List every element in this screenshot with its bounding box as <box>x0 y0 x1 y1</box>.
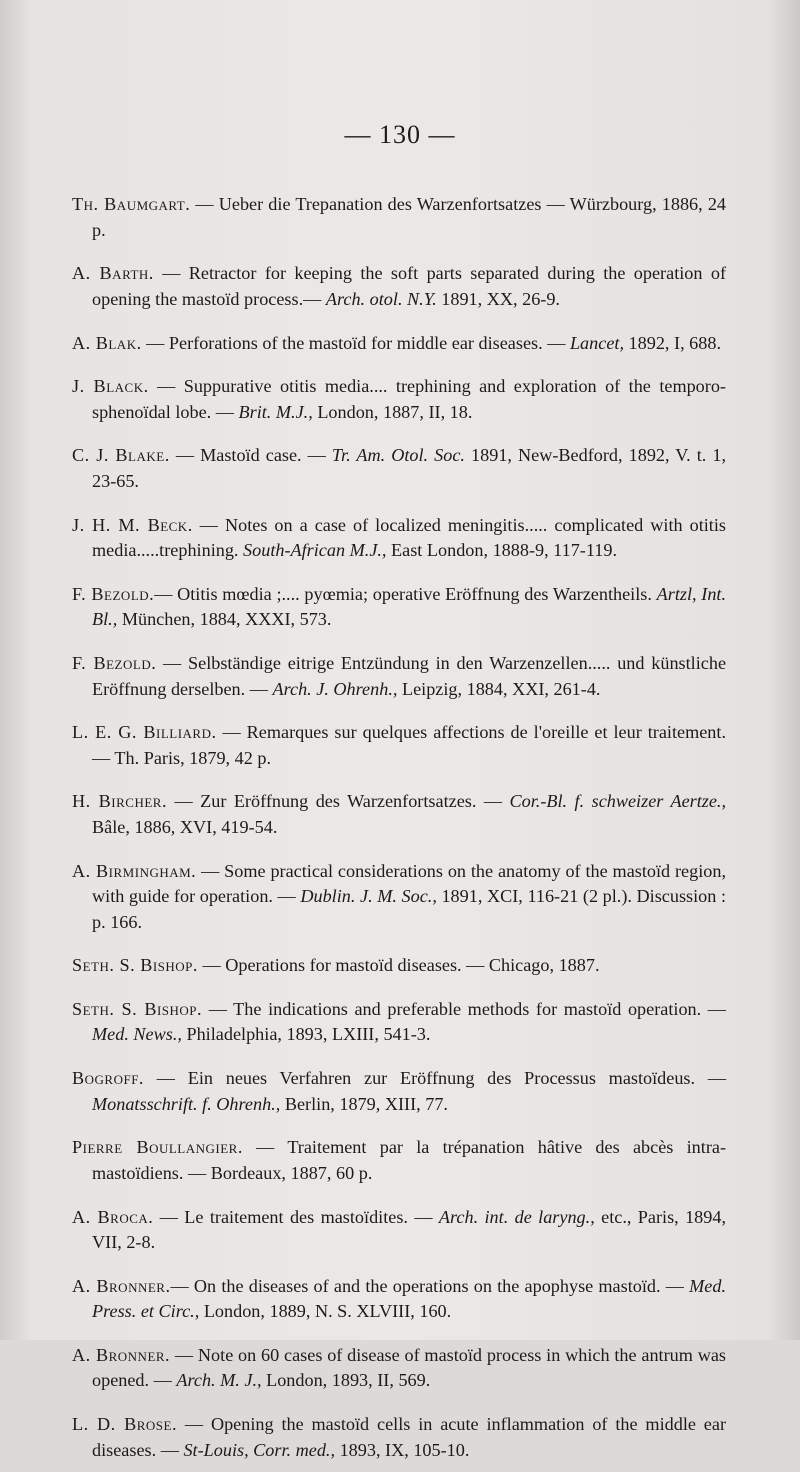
entry-author: A. Barth. <box>72 263 154 284</box>
entry-author: F. Bezold. <box>72 653 157 673</box>
bibliography-entry: F. Bezold. — Selbständige eitrige Entzündung in den Warzenzellen..... und künstliche Eröffnung derselben. — Arch. J. Ohrenh., Leipzig, 1884, XXI, 261-4. <box>72 653 727 699</box>
entry-publication: Bâle, 1886, XVI, 419-54. <box>92 816 278 837</box>
entry-title: Otitis mœdia ;.... pyœmia; operative Eröffnung des Warzentheils. <box>177 583 657 604</box>
entry-title: Selbständige eitrige Entzündung in den Warzenzellen..... und künstliche Eröffnung derselben. — <box>92 653 727 699</box>
bibliography-entry: F. Bezold.— Otitis mœdia ;.... pyœmia; operative Eröffnung des Warzentheils. Artzl, Int. Bl., München, 1884, XXXI, 573. <box>72 583 727 630</box>
bibliography-entry: A. Birmingham. — Some practical considerations on the anatomy of the mastoïd region, with guide for operation. — Dublin. J. M. Soc., 1891, XCI, 116-21 (2 pl.). Discussion : p. 166. <box>72 860 727 932</box>
entry-source: Arch. J. Ohrenh., <box>272 678 398 699</box>
bibliography-entry: Seth. S. Bishop. — The indications and preferable methods for mastoïd operation. — Med. News., Philadelphia, 1893, LXIII, 541-3. <box>72 998 726 1045</box>
entry-publication: 1891, XCI, 116-21 (2 pl.). Discussion : p. 166. <box>92 886 726 932</box>
bibliography-entry: H. Bircher. — Zur Eröffnung des Warzenfortsatzes. — Cor.-Bl. f. schweizer Aertze., Bâle, 1886, XVI, 419-54. <box>72 791 727 837</box>
entry-title: Ein neues Verfahren zur Eröffnung des Processus mastoïdeus. — <box>187 1068 727 1089</box>
entry-publication: 1892, I, 688. <box>624 332 721 353</box>
entry-publication: 1891, New-Bedford, 1892, V. t. 1, 23-65. <box>92 445 726 491</box>
entry-publication: Leipzig, 1884, XXI, 261-4. <box>397 678 601 699</box>
entry-author: A. Bronner. <box>72 1344 171 1365</box>
entry-author: F. Bezold. <box>72 583 155 604</box>
entry-title: Operations for mastoïd diseases. — Chicago, 1887. <box>225 955 600 976</box>
entry-author: H. Bircher. <box>72 791 167 812</box>
bibliography-entry: J. Black. — Suppurative otitis media.... trephining and exploration of the temporo-sphenoïdal lobe. — Brit. M.J., London, 1887, II, 18. <box>72 376 726 422</box>
entry-title: Zur Eröffnung des Warzenfortsatzes. — <box>200 791 510 812</box>
entry-title: Mastoïd case. — <box>200 445 332 466</box>
entry-author: L. D. Brose. <box>72 1414 177 1435</box>
entry-title: Ueber die Trepanation des Warzenfortsatzes — Würzbourg, 1886, 24 p. <box>92 194 727 240</box>
entry-author: J. Black. <box>72 376 149 397</box>
entry-source: South-African M.J., <box>243 540 387 561</box>
entry-title: Some practical considerations on the anatomy of the mastoïd region, with guide for operation. — <box>92 860 727 907</box>
entry-author: Seth. S. Bishop. <box>72 998 203 1019</box>
entry-author: A. Blak. <box>72 332 142 353</box>
bibliography-entry: Th. Baumgart. — Ueber die Trepanation des Warzenfortsatzes — Würzbourg, 1886, 24 p. <box>72 194 727 240</box>
bibliography-entry: C. J. Blake. — Mastoïd case. — Tr. Am. Otol. Soc. 1891, New-Bedford, 1892, V. t. 1, 23-65. <box>72 445 726 491</box>
entry-title: Le traitement des mastoïdites. — <box>184 1206 439 1227</box>
entry-source: Arch. otol. N.Y. <box>325 288 437 309</box>
entry-publication: London, 1889, N. S. XLVIII, 160. <box>199 1301 452 1322</box>
entry-title: The indications and preferable methods for mastoïd operation. — <box>233 998 726 1019</box>
bibliography-entry: A. Bronner.— On the diseases of and the operations on the apophyse mastoïd. — Med. Press. et Circ., London, 1889, N. S. XLVIII, 160. <box>72 1275 727 1322</box>
entry-title: Remarques sur quelques affections de l'oreille et leur traitement. — Th. Paris, 1879, 42 p. <box>92 722 726 768</box>
entry-title: Note on 60 cases of disease of mastoïd process in which the antrum was opened. — <box>92 1344 726 1391</box>
entry-title: Perforations of the mastoïd for middle ear diseases. — <box>168 332 570 353</box>
entry-author: L. E. G. Billiard. <box>72 722 217 743</box>
entry-author: A. Bronner. <box>72 1275 171 1296</box>
entry-source: Arch. int. de laryng., <box>438 1206 595 1227</box>
entry-source: St-Louis, Corr. med., <box>183 1439 336 1460</box>
entry-source: Brit. M.J., <box>238 401 313 422</box>
entry-author: Th. Baumgart. <box>72 194 191 215</box>
entry-source: Med. News., <box>92 1024 182 1045</box>
entry-title: Notes on a case of localized meningitis..... complicated with otitis media.....trephining. <box>92 514 726 561</box>
bibliography-entry: L. E. G. Billiard. — Remarques sur quelques affections de l'oreille et leur traitement. — Th. Paris, 1879, 42 p. <box>72 722 726 768</box>
entry-source: Cor.-Bl. f. schweizer Aertze., <box>509 791 727 812</box>
entry-author: A. Birmingham. <box>72 860 197 881</box>
entry-title: On the diseases of and the operations on the apophyse mastoïd. — <box>193 1275 690 1296</box>
bibliography-entry: A. Barth. — Retractor for keeping the soft parts separated during the operation of opening the mastoïd process.— Arch. otol. N.Y. 1891, XX, 26-9. <box>72 263 727 309</box>
entry-publication: 1891, XX, 26-9. <box>436 288 560 309</box>
entry-publication: München, 1884, XXXI, 573. <box>117 609 332 630</box>
bibliography-entry: Seth. S. Bishop. — Operations for mastoïd diseases. — Chicago, 1887. <box>72 955 600 976</box>
entry-source: Monatsschrift. f. Ohrenh., <box>92 1093 281 1114</box>
entry-title: Retractor for keeping the soft parts separated during the operation of opening the mastoïd process.— <box>92 263 727 309</box>
entry-author: Pierre Boullangier. <box>72 1137 243 1158</box>
entry-publication: 1893, IX, 105-10. <box>335 1439 470 1460</box>
entry-author: J. H. M. Beck. <box>72 514 193 535</box>
entry-source: Lancet, <box>569 332 624 353</box>
entry-source: Dublin. J. M. Soc., <box>300 886 437 907</box>
entry-source: Arch. M. J., <box>176 1370 262 1391</box>
entry-publication: London, 1893, II, 569. <box>261 1370 431 1391</box>
bibliography-entry: A. Bronner. — Note on 60 cases of disease of mastoïd process in which the antrum was opened. — Arch. M. J., London, 1893, II, 569. <box>72 1344 726 1391</box>
entry-author: Bogroff. <box>72 1068 144 1089</box>
entry-publication: East London, 1888-9, 117-119. <box>386 540 617 561</box>
entry-source: Artzl, Int. Bl., <box>92 583 727 630</box>
bibliography-entry: Pierre Boullangier. — Traitement par la trépanation hâtive des abcès intra-mastoïdiens. — Bordeaux, 1887, 60 p. <box>72 1137 727 1183</box>
bibliography-entry: A. Blak. — Perforations of the mastoïd for middle ear diseases. — Lancet, 1892, I, 688. <box>72 332 721 353</box>
bibliography-entry: A. Broca. — Le traitement des mastoïdites. — Arch. int. de laryng., etc., Paris, 1894, VII, 2-8. <box>72 1206 727 1252</box>
entry-source: Tr. Am. Otol. Soc. <box>331 445 465 466</box>
bibliography-entry: J. H. M. Beck. — Notes on a case of localized meningitis..... complicated with otitis media.....trephining. South-African M.J., East London, 1888-9, 117-119. <box>72 514 726 561</box>
entry-title: Suppurative otitis media.... trephining and exploration of the temporo-sphenoïdal lobe. — <box>92 376 726 422</box>
entry-publication: Philadelphia, 1893, LXIII, 541-3. <box>181 1024 431 1045</box>
entry-author: C. J. Blake. <box>72 445 170 466</box>
bibliography-list <box>72 174 726 1472</box>
entry-title: Traitement par la trépanation hâtive des abcès intra-mastoïdiens. — Bordeaux, 1887, 60 p. <box>92 1137 727 1183</box>
entry-author: Seth. S. Bishop. <box>72 955 198 976</box>
page-number: — 130 — <box>344 120 456 149</box>
bibliography-entry: Bogroff. — Ein neues Verfahren zur Eröffnung des Processus mastoïdeus. — Monatsschrift. f. Ohrenh., Berlin, 1879, XIII, 77. <box>72 1068 727 1114</box>
entry-source: Med. Press. et Circ., <box>92 1275 727 1322</box>
entry-publication: etc., Paris, 1894, VII, 2-8. <box>92 1206 727 1252</box>
entry-publication: London, 1887, II, 18. <box>312 401 473 422</box>
entry-title: Opening the mastoïd cells in acute inflammation of the middle ear diseases. — <box>92 1414 727 1460</box>
bibliography-entry: L. D. Brose. — Opening the mastoïd cells in acute inflammation of the middle ear diseases. — St-Louis, Corr. med., 1893, IX, 105-10. <box>72 1414 727 1460</box>
entry-author: A. Broca. <box>72 1206 154 1227</box>
entry-publication: Berlin, 1879, XIII, 77. <box>280 1093 448 1114</box>
